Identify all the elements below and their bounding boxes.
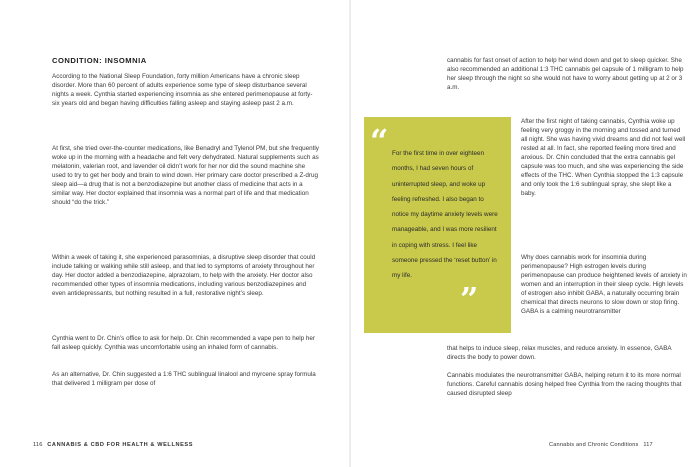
body-paragraph: According to the National Sleep Foundation, forty million Americans have a chronic sleep disorder. More than 60 percent of adults experience some type of sleep disturbance several nights a week. Cynthia started experiencing insomnia as she entered perimenopause at forty-six years old and began having difficulties falling asleep and staying asleep past 2 a.m. xyxy=(52,73,313,108)
body-paragraph: At first, she tried over-the-counter medications, like Benadryl and Tylenol PM, but she frequently woke up in the morning with a headache and felt very dehydrated. Natural supplements such as melatonin, valerian root, and lavender oil didn’t work for her nor did the sound machine she used to try to get her body and brain to wind down. Her primary care doctor prescribed a Z-drug sleep aid—a drug that is not a benzodiazepine but another class of medicine that acts in a similar way. Her doctor explained that insomnia was a normal part of life and that medication should “do the trick.” xyxy=(52,145,319,207)
body-paragraph: Cynthia went to Dr. Chin’s office to ask for help. Dr. Chin recommended a vape pen to help her fall asleep quickly. Cynthia was uncomfortable using an inhaled form of cannabis. xyxy=(52,335,315,352)
open-quote-icon: “ xyxy=(370,122,389,160)
body-paragraph: Why does cannabis work for insomnia during perimenopause? High estrogen levels during perimenopause can produce heightened levels of anxiety in women and an interruption in their sleep cycle. High levels of estrogen also inhibit GABA, a naturally occurring brain chemical that directs neurons to slow down or stop firing. GABA is a calming neurotransmitter xyxy=(521,254,687,316)
page-number: 117 xyxy=(643,442,653,448)
close-quote-icon: ” xyxy=(460,280,479,318)
running-title: CANNABIS & CBD FOR HEALTH & WELLNESS xyxy=(47,442,194,448)
body-paragraph: After the first night of taking cannabis, Cynthia woke up feeling very groggy in the morning and tossed and turned all night. She was having vivid dreams and did not feel well rested at all. In fact, she reported feeling more tired and anxious. Dr. Chin concluded that the extra cannabis gel capsule was too much, and she was experiencing the side effects of the THC. When Cynthia stopped the 1:3 capsule and only took the 1:6 sublingual spray, she slept like a baby. xyxy=(521,118,686,198)
right-page-footer xyxy=(549,442,656,448)
section-heading: CONDITION: INSOMNIA xyxy=(52,56,147,65)
body-paragraph: As an alternative, Dr. Chin suggested a 1:6 THC sublingual linalool and myrcene spray formula that delivered 1 milligram per dose of xyxy=(52,371,316,388)
pull-quote-text: For the first time in over eighteen months, I had seven hours of uninterrupted sleep, and woke up feeling refreshed. I also began to notice my daytime anxiety levels were manageable, and I was more resilient in coping with stress. I feel like someone pressed the ‘reset button’ in my life. xyxy=(392,150,498,280)
body-paragraph: cannabis for fast onset of action to help her wind down and get to sleep quicker. She also recommended an additional 1:3 THC cannabis gel capsule of 1 milligram to help her sleep through the night so she would not have to worry about getting up at 2 or 3 a.m. xyxy=(447,57,684,92)
page-number: 116 xyxy=(33,442,43,448)
running-title: Cannabis and Chronic Conditions xyxy=(549,442,639,448)
body-paragraph: Cannabis modulates the neurotransmitter GABA, helping return it to its more normal functions. Careful cannabis dosing helped free Cynthia from the racing thoughts that caused disrupted sleep xyxy=(447,372,682,398)
pull-quote-callout xyxy=(364,117,511,333)
body-paragraph: Within a week of taking it, she experienced parasomnias, a disruptive sleep disorder that could include talking or walking while still asleep, and that led to symptoms of anxiety throughout her day. Her doctor added a benzodiazepine, alprazolam, to help with the anxiety. Her doctor also recommended other types of insomnia medications, including various benzodiazepines and even antidepressants, but nothing resulted in a full, restorative night’s sleep. xyxy=(52,254,316,298)
body-paragraph: that helps to induce sleep, relax muscles, and reduce anxiety. In essence, GABA directs the body to power down. xyxy=(447,345,672,362)
